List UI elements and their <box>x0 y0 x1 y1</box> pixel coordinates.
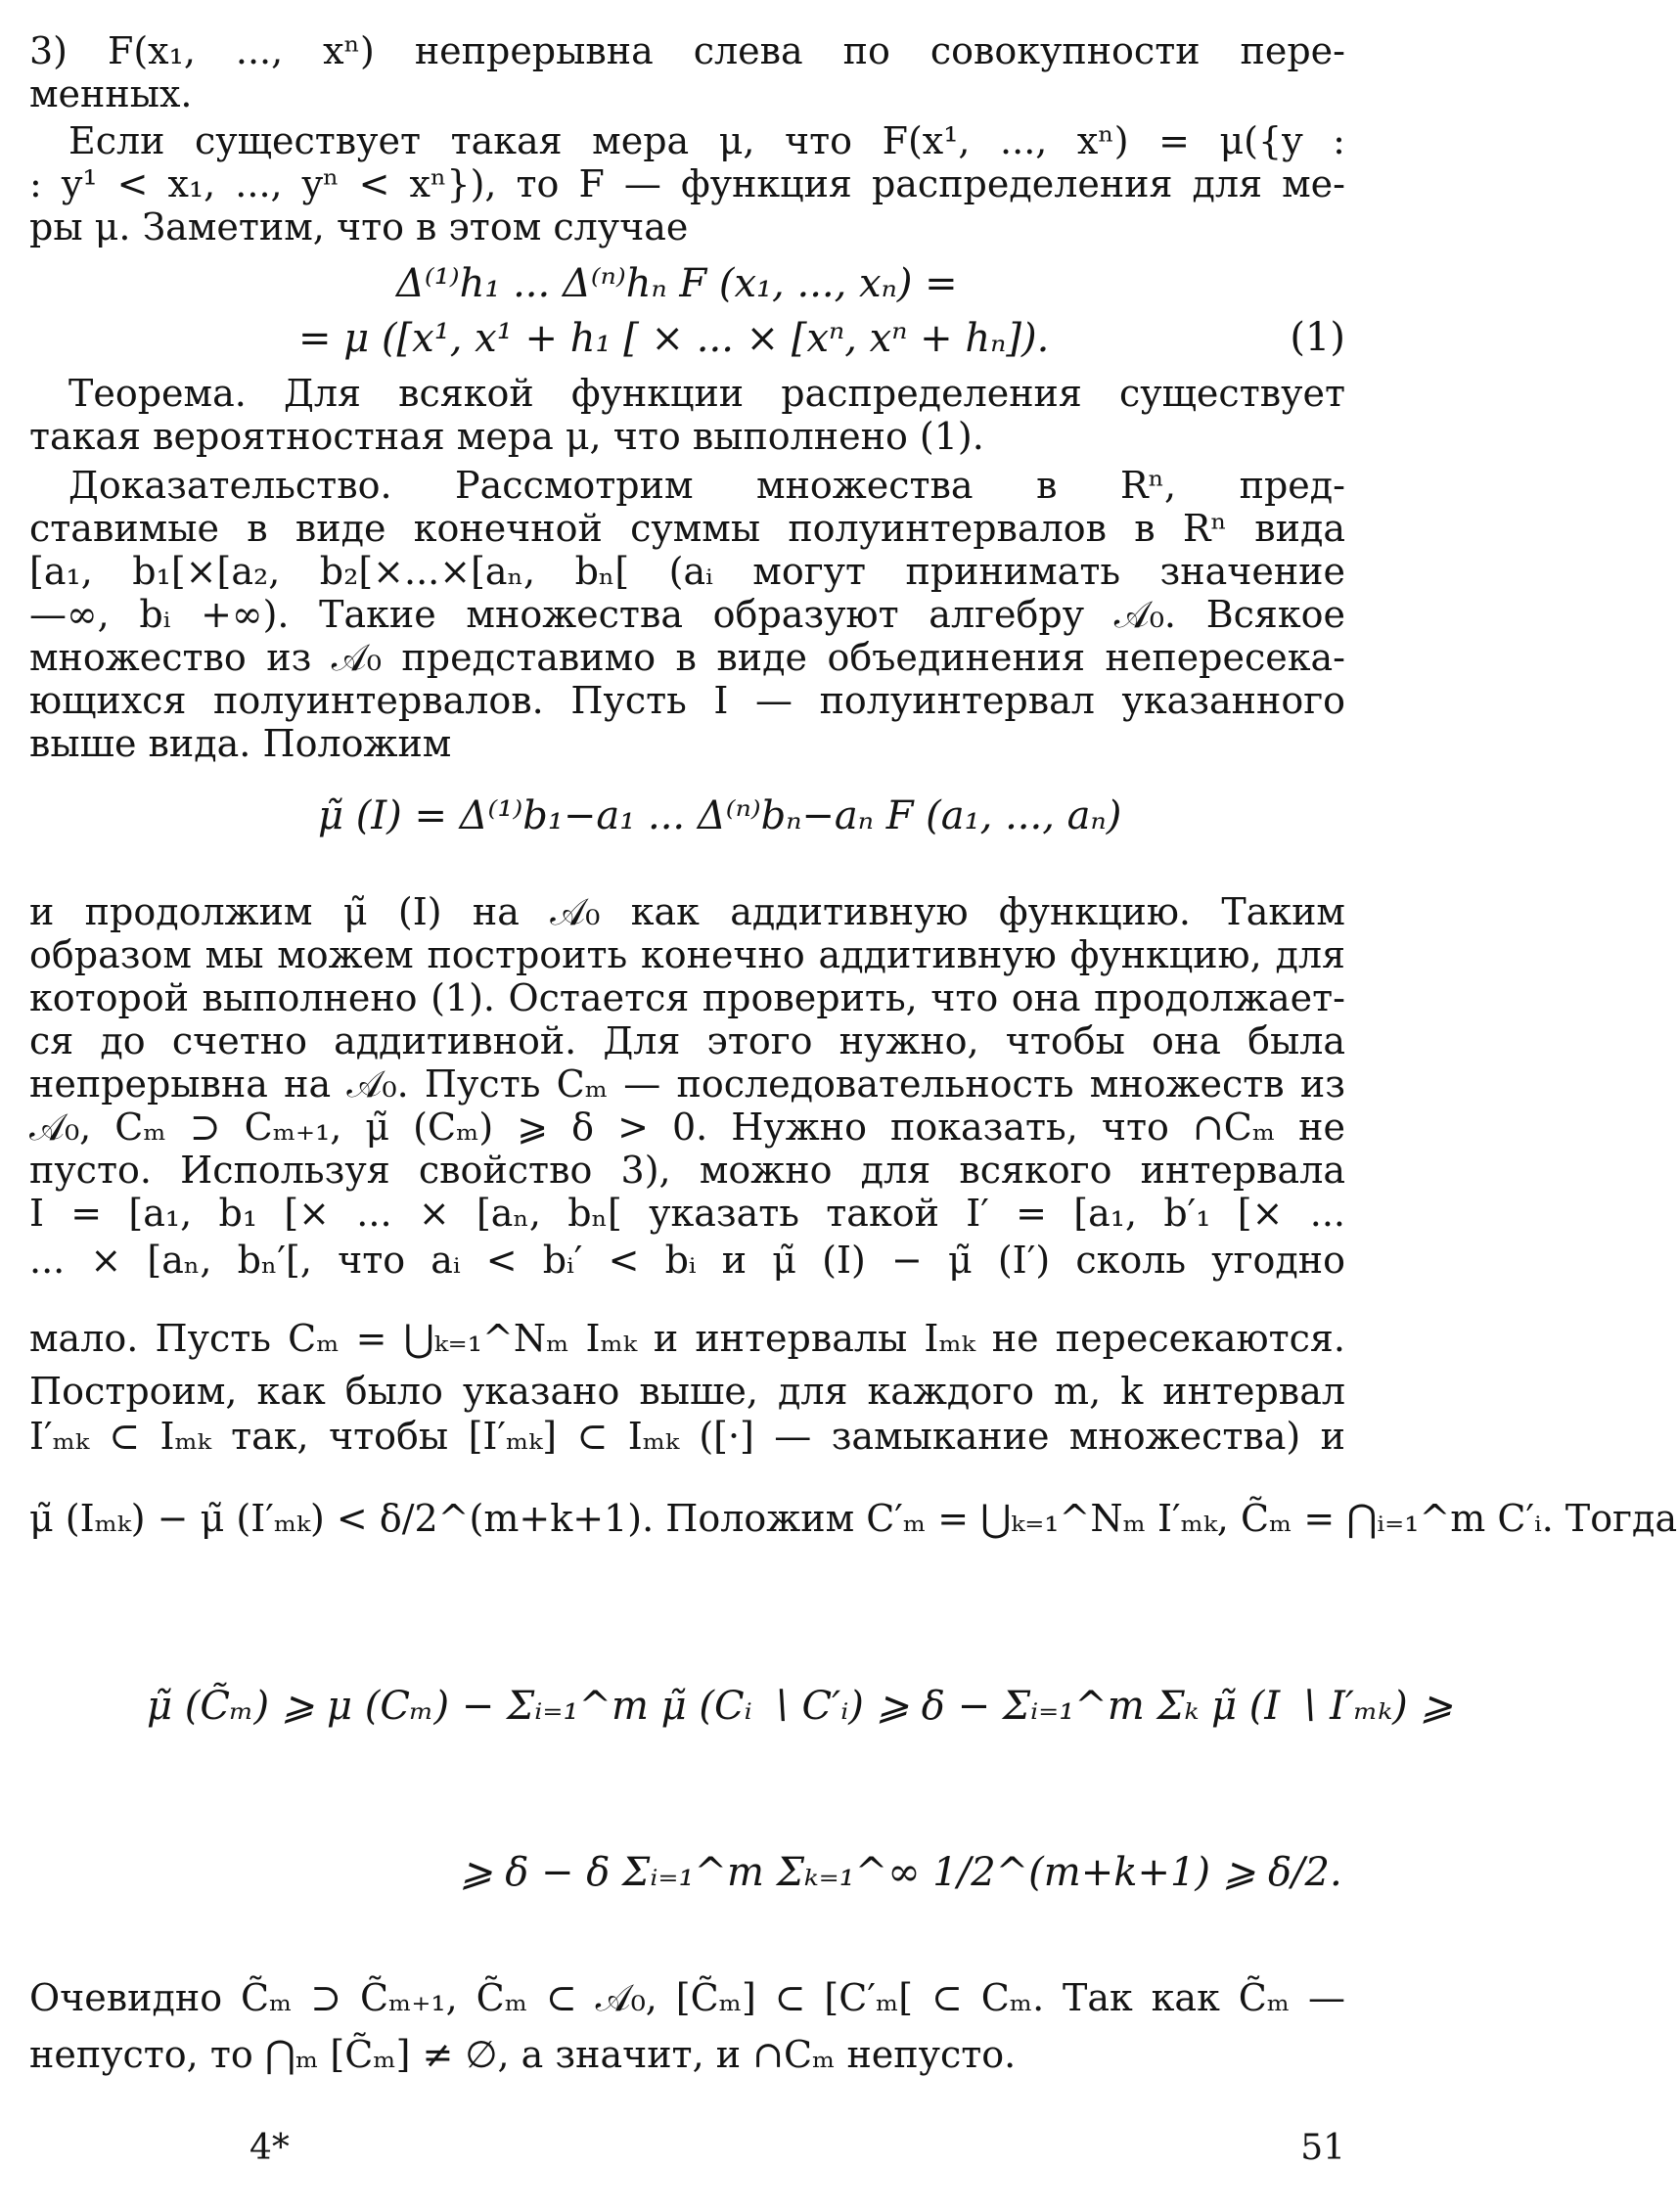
equation-number: (1) <box>1290 315 1345 360</box>
proof-line: I′ₘₖ ⊂ Iₘₖ так, чтобы [I′ₘₖ] ⊂ Iₘₖ ([·] — замыкание множества) и <box>29 1415 1345 1458</box>
equation-3-line-1: μ̃ (C̃ₘ) ⩾ μ (Cₘ) − Σᵢ₌₁^m μ̃ (Cᵢ ∖ C′ᵢ) ⩾ δ − Σᵢ₌₁^m Σₖ μ̃ (I ∖ I′ₘₖ) ⩾ <box>147 1684 1453 1729</box>
proof-line: I = [a₁, b₁ [× ... × [aₙ, bₙ[ указать такой I′ = [a₁, b′₁ [× ... <box>29 1192 1345 1235</box>
proof-line: выше вида. Положим <box>29 722 452 765</box>
equation-1-line-1: Δ⁽¹⁾h₁ ... Δ⁽ⁿ⁾hₙ F (x₁, ..., xₙ) = <box>396 261 958 306</box>
proof-line: пусто. Используя свойство 3), можно для всякого интервала <box>29 1149 1345 1192</box>
equation-2: μ̃ (I) = Δ⁽¹⁾b₁−a₁ ... Δ⁽ⁿ⁾bₙ−aₙ F (a₁, ..., aₙ) <box>318 793 1122 838</box>
page-number: 51 <box>1300 2128 1345 2168</box>
signature-mark: 4* <box>249 2128 290 2168</box>
theorem-statement: Теорема. Для всякой функции распределения существует <box>68 372 1345 415</box>
book-page <box>29 29 1677 2182</box>
proof-line: [a₁, b₁[×[a₂, b₂[×...×[aₙ, bₙ[ (aᵢ могут принимать значение <box>29 550 1345 593</box>
text-line: менных. <box>29 72 193 115</box>
proof-line: Построим, как было указано выше, для каждого m, k интервал <box>29 1370 1345 1413</box>
theorem-statement: такая вероятностная мера μ, что выполнено (1). <box>29 415 984 458</box>
proof-line: Доказательство. Рассмотрим множества в Rⁿ, пред- <box>68 464 1345 507</box>
text-line: Если существует такая мера μ, что F(x¹, ..., xⁿ) = μ({y : <box>68 119 1345 162</box>
proof-line: ся до счетно аддитивной. Для этого нужно, чтобы она была <box>29 1019 1345 1062</box>
proof-line: мало. Пусть Cₘ = ⋃ₖ₌₁^Nₘ Iₘₖ и интервалы Iₘₖ не пересекаются. <box>29 1317 1345 1360</box>
proof-line: и продолжим μ̃ (I) на 𝒜₀ как аддитивную функцию. Таким <box>29 890 1345 933</box>
proof-line: μ̃ (Iₘₖ) − μ̃ (I′ₘₖ) < δ/2^(m+k+1). Положим C′ₘ = ⋃ₖ₌₁^Nₘ I′ₘₖ, C̃ₘ = ⋂ᵢ₌₁^m C′ᵢ. Тогда <box>29 1497 1677 1540</box>
proof-line: которой выполнено (1). Остается проверить, что она продолжает- <box>29 976 1345 1019</box>
proof-line: 𝒜₀, Cₘ ⊃ Cₘ₊₁, μ̃ (Cₘ) ⩾ δ > 0. Нужно показать, что ∩Cₘ не <box>29 1106 1345 1149</box>
proof-line: непрерывна на 𝒜₀. Пусть Cₘ — последовательность множеств из <box>29 1062 1345 1106</box>
text-line: ры μ. Заметим, что в этом случае <box>29 205 689 248</box>
proof-line: образом мы можем построить конечно аддитивную функцию, для <box>29 933 1345 976</box>
proof-line: множество из 𝒜₀ представимо в виде объединения непересека- <box>29 636 1345 679</box>
proof-line: —∞, bᵢ +∞). Такие множества образуют алгебру 𝒜₀. Всякое <box>29 593 1345 636</box>
equation-1-line-2: = μ ([x¹, x¹ + h₁ [ × ... × [xⁿ, xⁿ + hₙ]). <box>298 316 1050 361</box>
conclusion-line: Очевидно C̃ₘ ⊃ C̃ₘ₊₁, C̃ₘ ⊂ 𝒜₀, [C̃ₘ] ⊂ [C′ₘ[ ⊂ Cₘ. Так как C̃ₘ — <box>29 1976 1345 2019</box>
text-line: 3) F(x₁, ..., xⁿ) непрерывна слева по совокупности пере- <box>29 29 1345 72</box>
proof-line: ющихся полуинтервалов. Пусть I — полуинтервал указанного <box>29 679 1345 722</box>
text-line: : y¹ < x₁, ..., yⁿ < xⁿ}), то F — функция распределения для ме- <box>29 162 1345 205</box>
proof-line: ставимые в виде конечной суммы полуинтервалов в Rⁿ вида <box>29 507 1345 550</box>
equation-3-line-2: ⩾ δ − δ Σᵢ₌₁^m Σₖ₌₁^∞ 1/2^(m+k+1) ⩾ δ/2. <box>460 1850 1342 1895</box>
conclusion-line: непусто, то ⋂ₘ [C̃ₘ] ≠ ∅, а значит, и ∩Cₘ непусто. <box>29 2033 1017 2076</box>
proof-line: ... × [aₙ, bₙ′[, что aᵢ < bᵢ′ < bᵢ и μ̃ (I) − μ̃ (I′) сколь угодно <box>29 1239 1345 1282</box>
